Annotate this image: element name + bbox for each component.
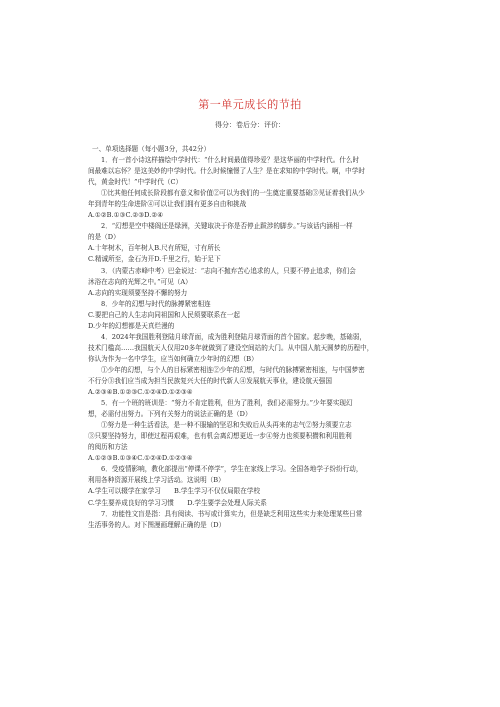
question-3-option: C.要把自己的人生志向同祖国和人民须要联系在一起: [88, 310, 240, 319]
question-1-statement: ①比其他任何成长阶段都有意义和价值②可以为我们的一生奠定重要基础③见证着我们从少: [101, 189, 365, 198]
question-1-options: A.①②B.①③C.②③D.②④: [88, 211, 164, 220]
question-5-options: A.①②③B.①③④C.①②④D.①②③④: [88, 454, 193, 463]
document-title: 第一单元成长的节拍: [198, 98, 302, 111]
question-1-statement: 年到青年的生命进阶④可以让我们拥有更多自由和挑战: [88, 200, 247, 209]
question-4-line: 技术门槛高……我国航天人仅用20多年就做到了建设空间站的大门。从中国人航天圆梦的历程中，: [88, 343, 374, 352]
question-3-option: D.少年的幻想都是天真烂漫的: [88, 321, 175, 330]
question-3-option: 8．少年的幻想与时代的脉搏紧密相连: [101, 299, 211, 308]
question-5-statement: ③只要坚持努力，即使过程再艰难，也有机会离幻想更近一步④努力也须要积攒和利用胜利: [88, 432, 352, 441]
question-2-line: 的是（D）: [88, 233, 120, 242]
question-2-options: C.精诚所至，金石为开D.千里之行，始于足下: [88, 255, 221, 264]
question-1-line: 间最难以忘怀？是这美妙的中学时代。什么时候憧憬了人生？是在求知的中学时代。啊，中学时: [88, 167, 365, 176]
question-7-line: 7．功能性文盲是指：具有阅读、书写或计算实力，但是缺乏利用这些实力来处理某些日常: [101, 509, 363, 518]
question-6-line: 6．受疫情影响，教化部提出“停课不停学”，学生在家线上学习。全国各地学子纷纷行动，: [101, 465, 363, 474]
question-4-options: A.②③④B.①②③C.①②④D.①②③④: [88, 388, 193, 397]
question-3-option: A.志向的实现须要坚持不懈的努力: [88, 288, 188, 297]
question-6-options: A.学生可以辍学在家学习 B.学生学习不仅仅局限在学校: [88, 487, 261, 496]
question-4-statement: ①少年的幻想，与个人的目标紧密相连②少年的幻想，与时代的脉搏紧密相连，与中国梦密: [101, 365, 365, 374]
question-5-statement: 的阅历和方法: [88, 443, 128, 452]
section-heading: 一、单项选择题（每小题3分，共42分）: [92, 145, 211, 153]
score-line: 得分：卷后分：评价：: [215, 121, 285, 129]
question-2-options: A.十年树木，百年树人B.尺有所短，寸有所长: [88, 244, 221, 253]
question-5-line: 想，必需付出努力。下列有关努力的说法正确的是（D）: [88, 410, 252, 419]
question-1-line: 1．有一首小诗这样描绘中学时代：“什么时间最值得珍爱？是这华丽的中学时代。什么时: [101, 156, 360, 165]
question-7-line: 生活事务的人。对下图漫画理解正确的是（D）: [88, 520, 226, 529]
question-3-line: 沐浴在志向的光辉之中。”可见（A）: [88, 277, 192, 286]
question-4-line: 你认为作为一名中学生，应当如何确立少年时的幻想（B）: [88, 354, 258, 363]
question-1-line: 代，黄金时代！”中学时代（C）: [88, 178, 183, 187]
question-2-line: 2．“幻想是空中楼阁还是绿洲，关键取决于你是否停止跋涉的脚步。”与该话内涵相一样: [101, 222, 353, 231]
question-6-line: 利用各种资源开展线上学习活动。这说明（B）: [88, 476, 225, 485]
question-5-statement: ①努力是一种生活看法，是一种不服输的坚忍和失败后从头再来的志气②努力须要立志: [101, 421, 352, 430]
question-4-statement: 不行分③我们应当成为担当民族复兴大任的时代新人④发展航天事业，建设航天强国: [88, 376, 332, 385]
question-body: [88, 144, 418, 531]
question-6-options: C.学生要养成良好的学习习惯 D.学生要学会处理人际关系: [88, 498, 267, 507]
question-3-line: 3．（内蒙古赤峰中考）巴金说过：“志向不抛弃苦心追求的人，只要不停止追求，你们会: [101, 266, 356, 275]
question-4-line: 4．2024年我国胜利登陆月球背面，成为胜利登陆月球背面的首个国家。起步晚，基础弱，: [101, 332, 366, 341]
question-5-line: 5．有一个班的班训是：“努力不肯定胜利，但为了胜利，我们必需努力。”少年要实现幻: [101, 399, 353, 408]
